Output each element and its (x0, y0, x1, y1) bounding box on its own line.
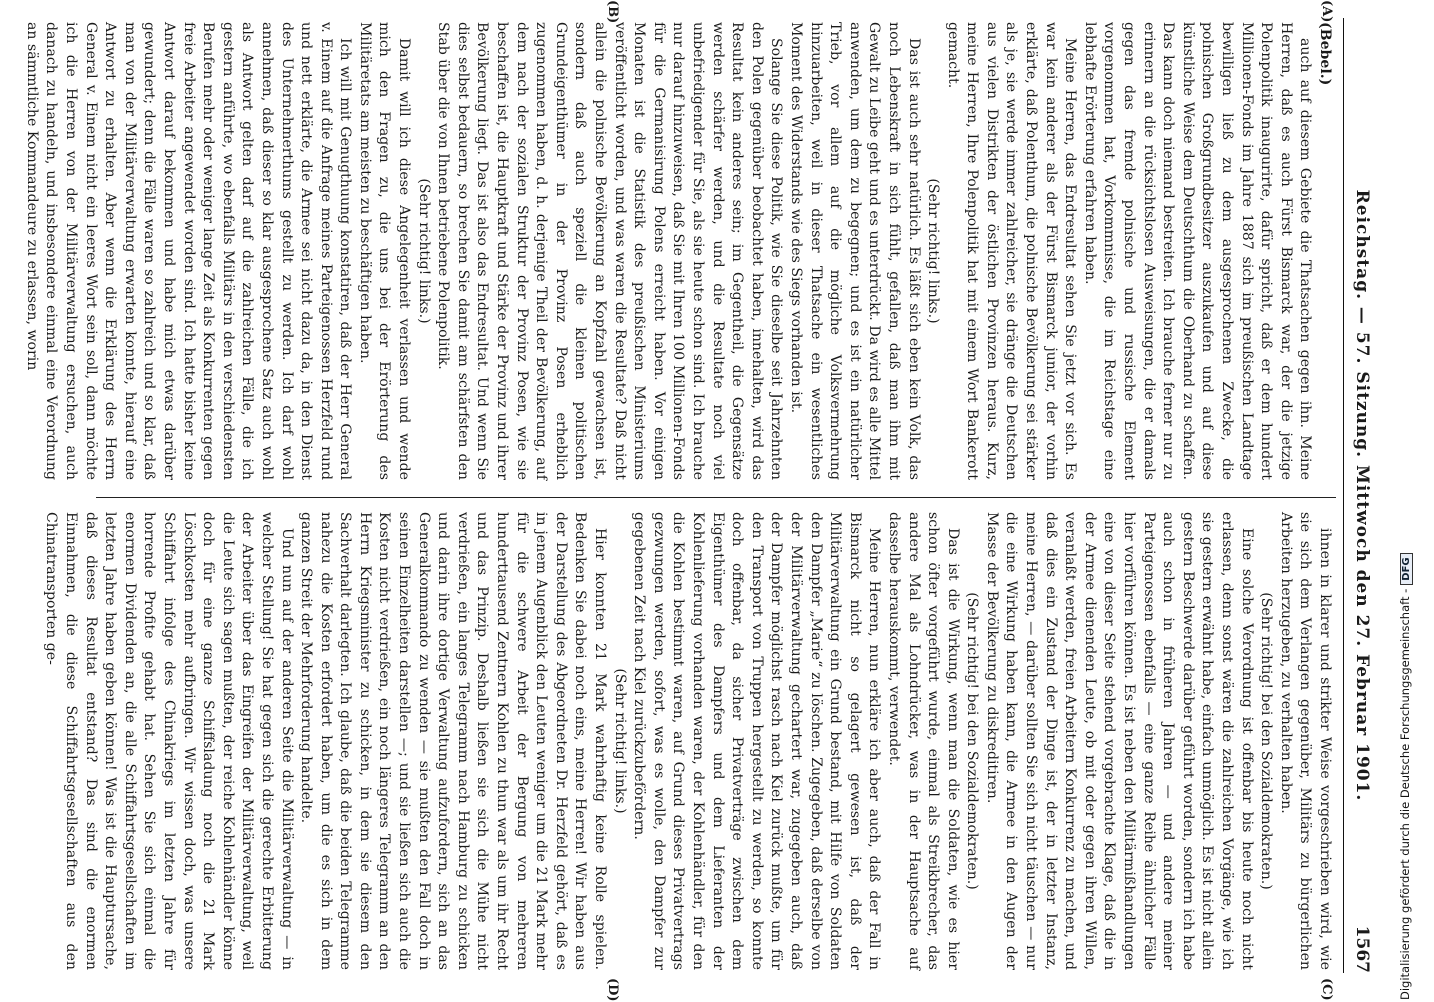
right-column (43, 512, 1334, 970)
header-title: Reichstag. — 57. Sitzung. Mittwoch den 27. Februar 1901. (1352, 189, 1372, 802)
paragraph: Und nun auf der anderen Seite die Militärverwaltung — in welcher Stellung! Sie hat gegen sich die gerechte Erbitterung der Arbeiter über das Eingreifen der Militärverwaltung, weil die Leute sich sagen mußten, der reiche Kohlenhändler könne doch für eine ganze Schiffsladung noch die 21 Mark Löschkosten mehr aufbringen. Wir wissen doch, was unsere Schiffahrt infolge des Chinakriegs im letzten Jahre für horrende Profite gehabt hat. Sehen Sie sich einmal die enormen Dividenden an, die alle Schiffahrtsgesellschaften im letzten Jahre haben geben können! Was ist die Hauptursache, daß dieses Resultat entstand? Das sind die enormen Einnahmen, die diese Schiffahrtsgesellschaften aus den Chinatransporten ge- (43, 512, 295, 970)
interjection: (Sehr richtig! links.) (611, 668, 628, 814)
footer (1398, 40, 1418, 1000)
interjection: (Sehr richtig! bei den Sozialdemokraten.) (1258, 592, 1275, 890)
margin-marker-b: (B) (605, 0, 620, 24)
paragraph: ihnen in klarer und strikter Weise vorgeschrieben wird, wie sie sich dem Verlangen gegenüber, Militärs zu bürgerlichen Arbeiten herzugeben, zu verhalten haben. (1277, 512, 1333, 970)
paragraph: Solange Sie diese Politik, wie Sie dieselbe seit Jahrzehnten den Polen gegenüber beobachtet haben, innehalten, wird das Resultat kein anderes sein; im Gegentheil, die Gegensätze werden schärfer werden, und die Resultate noch viel unbefriedigender für Sie, als sie heute schon sind. Ich brauche nur darauf hinzuweisen, daß Sie mit Ihren 100 Millionen-Fonds für die Germanisirung Polens erreicht haben. Vor einigen Monaten ist die Statistik des preußischen Ministeriums veröffentlicht worden, und was waren die Resultate? Daß nicht allein die polnische Bevölkerung an Kopfzahl gewachsen ist, sondern daß auch speziell die kleinen politischen Grundeigenthümer in der Provinz Posen erheblich zugenommen haben, d. h. derjenige Theil der Bevölkerung, auf dem nach der sozialen Struktur der Provinz Posen, wie sie beschaffen ist, die Hauptkraft und Stärke der Provinz und ihrer Bevölkerung liegt. Das ist also das Endresultat. Und wenn Sie dies selbst bedauern, so brechen Sie damit am schärfsten den Stab über die von Ihnen betriebene Polenpolitik. (435, 22, 785, 480)
left-column (23, 22, 1334, 480)
margin-marker-c: (C) (1319, 978, 1334, 1001)
paragraph: auch auf diesem Gebiete die Thatsachen gegen ihn. Meine Herren, daß es auch Fürst Bismarck war, der die jetzige Polenpolitik inaugurirte, dafür spricht, daß er dem hundert Millionen-Fonds im Jahre 1887 sich im preußischen Landtage bewilligen ließ zu dem ausgesprochenen Zwecke, die polnischen Großgrundbesitzer auszukaufen und auf diese künstliche Weise dem Deutschthum die Oberhand zu schaffen. Das kann doch niemand bestreiten. Ich brauche ferner nur zu erinnern an die rücksichtslosen Ausweisungen, die er damals gegen das fremde polnische und russische Element vorgenommen hat, Vorkommnisse, die im Reichstage eine lebhafte Erörterung erfahren haben. (1081, 22, 1314, 480)
interjection: (Sehr richtig! links.) (925, 178, 942, 324)
paragraph: Damit will ich diese Angelegenheit verlassen und wende mich den Fragen zu, die uns bei der Erörterung des Militäretats am meisten zu beschäftigen haben. (356, 22, 413, 480)
paragraph: Das ist auch sehr natürlich. Es läßt sich eben kein Volk, das noch Lebenskraft in sich fühlt, gefallen, daß man ihm mit Gewalt zu Leibe geht und es unterdrückt. Da wird es alle Mittel anwenden, um dem zu begegnen; und es ist ein natürlicher Trieb, vor allem auf die mögliche Volksvermehrung hinzuarbeiten, weil in dieser Thatsache ein wesentliches Moment des Widerstands wie des Siegs vorhanden ist. (787, 22, 922, 480)
speaker-label: (Bebel.) (1317, 22, 1333, 86)
paragraph: Das ist die Wirkung, wenn man die Soldaten, wie es hier schon öfter vorgeführt wurde, einmal als Streikbrecher, das andere Mal als Lohndrücker, was in der Hauptsache auf dasselbe herauskommt, verwendet. (885, 512, 961, 970)
paragraph: Ich will mit Genugthuung konstatiren, daß der Herr General v. Einem auf die Anfrage meines Parteigenossen Herzfeld rund und nett erklärte, die Armee sei nicht dazu da, in den Dienst des Unternehmerthums gestellt zu werden. Ich darf wohl annehmen, daß dieser so klar ausgesprochene Satz auch wohl als Antwort gelten darf auf die zahlreichen Fälle, die ich gestern anführte, wo ebenfalls Militärs in den verschiedensten Berufen mehr oder weniger lange Zeit als Konkurrenten gegen freie Arbeiter angewendet worden sind. Ich hatte bisher keine Antwort darauf bekommen und habe mich etwas darüber gewundert; denn die Fälle waren so zahlreich und so klar, daß man von der Militärverwaltung erwarten konnte, hierauf eine Antwort zu erhalten. Aber wenn die Erklärung des Herrn General v. Einem nicht ein leeres Wort sein soll, dann möchte ich die Herren von der Militärverwaltung ersuchen, auch danach zu handeln, und insbesondere einmal eine Verordnung an sämmtliche Kommandeure zu erlassen, worin (23, 22, 354, 480)
margin-marker-a: (A) (1319, 0, 1334, 23)
footer-text: Digitalisierung gefördert durch die Deutsche Forschungsgemeinschaft - (1398, 588, 1412, 1000)
paragraph: Meine Herren, nun erkläre ich aber auch, daß der Fall in Bismarck nicht so gelagert gewesen ist, daß der Militärverwaltung ein Grund bestand, mit Hilfe von Soldaten den Dampfer „Marie“ zu löschen. Zugegeben, daß derselbe von der Militärverwaltung gechartert war, zugegeben auch, daß der Dampfer möglichst rasch nach Kiel zurück mußte, um für den Transport von Truppen hergestellt zu werden, so konnte doch offenbar, da sicher Privatverträge zwischen dem Eigenthümer des Dampfers und dem Lieferanten der Kohlenlieferung vorhanden waren, der Kohlenhändler, für den die Kohlen bestimmt waren, auf Grund dieses Privatvertrags gezwungen werden, sofort, was es wolle, den Dampfer zur gegebenen Zeit nach Kiel zurückzubefördern. (631, 512, 883, 970)
dfg-logo: DFG (1400, 553, 1413, 584)
page-header (1346, 18, 1372, 973)
column-divider (96, 497, 1336, 498)
footer-credit (1398, 553, 1413, 1000)
paragraph: Eine solche Verordnung ist offenbar bis heute noch nicht erlassen, denn sonst wären die zahlreichen Vorgänge, wie ich sie gestern erwähnt habe, einfach unmöglich. Es ist nicht allein gestern Beschwerde darüber geführt worden, sondern ich habe auch schon in früheren Jahren — und andere meiner Parteigenossen ebenfalls — eine ganze Reihe ähnlicher Fälle hier vorführen können. Es ist neben den Militärmißhandlungen eine von dieser Seite stehend vorgebrachte Klage, daß die in der Armee dienenden Leute, ob mit oder gegen ihren Willen, veranlaßt werden, freien Arbeitern Konkurrenz zu machen, und daß dies ein Zustand der Dinge ist, der in letzter Instanz, meine Herren, — darüber sollten Sie sich nicht täuschen — nur die eine Wirkung haben kann, die Armee in den Augen der Masse der Bevölkerung zu diskreditiren. (983, 512, 1255, 970)
paragraph: Hier konnten 21 Mark wahrhaftig keine Rolle spielen. Bedenken Sie dabei noch eins, meine Herren! Wir haben aus der Darstellung des Abgeordneten Dr. Herzfeld gehört, daß es in jenem Augenblick den Leuten weniger um die 21 Mark mehr für die schwere Arbeit der Bergung von mehreren hunderttausend Zentnern Kohlen zu thun war als um ihr Recht und das Prinzip. Deshalb ließen sie sich die Mühe nicht verdrießen, ein langes Telegramm nach Hamburg zu schicken und darin ihre dortige Verwaltung aufzufordern, sich an das Generalkommando zu wenden — sie mußten den Fall doch in seinen Einzelheiten darstellen —; und sie ließen sich auch die Kosten nicht verdrießen, ein noch längeres Telegramm an den Herrn Kriegsminister zu schicken, in dem sie diesem den Sachverhalt darlegten. Ich glaube, daß die beiden Telegramme nahezu die Kosten erfordert haben, um die es sich in dem ganzen Streit der Mehrforderung handelte. (298, 512, 609, 970)
paragraph: Meine Herren, das Endresultat sehen Sie jetzt vor sich. Es war kein anderer als der Fürst Bismarck junior, der vorhin erklärte, daß Polenthum, die polnische Bevölkerung sei stärker als je, sie werde immer zahlreicher, sie dränge die Deutschen aus vielen Distrikten der östlichen Provinzen heraus. Kurz, meine Herren, Ihre Polenpolitik hat mit einem Wort Bankerott gemacht. (944, 22, 1079, 480)
rotated-page (23, 0, 1380, 1002)
margin-marker-d: (D) (605, 978, 620, 1002)
page-number: 1567 (1352, 925, 1372, 973)
interjection: (Sehr richtig! links.) (415, 178, 432, 324)
interjection: (Sehr richtig! bei den Sozialdemokraten.) (964, 592, 981, 890)
header-rule (1343, 18, 1344, 973)
